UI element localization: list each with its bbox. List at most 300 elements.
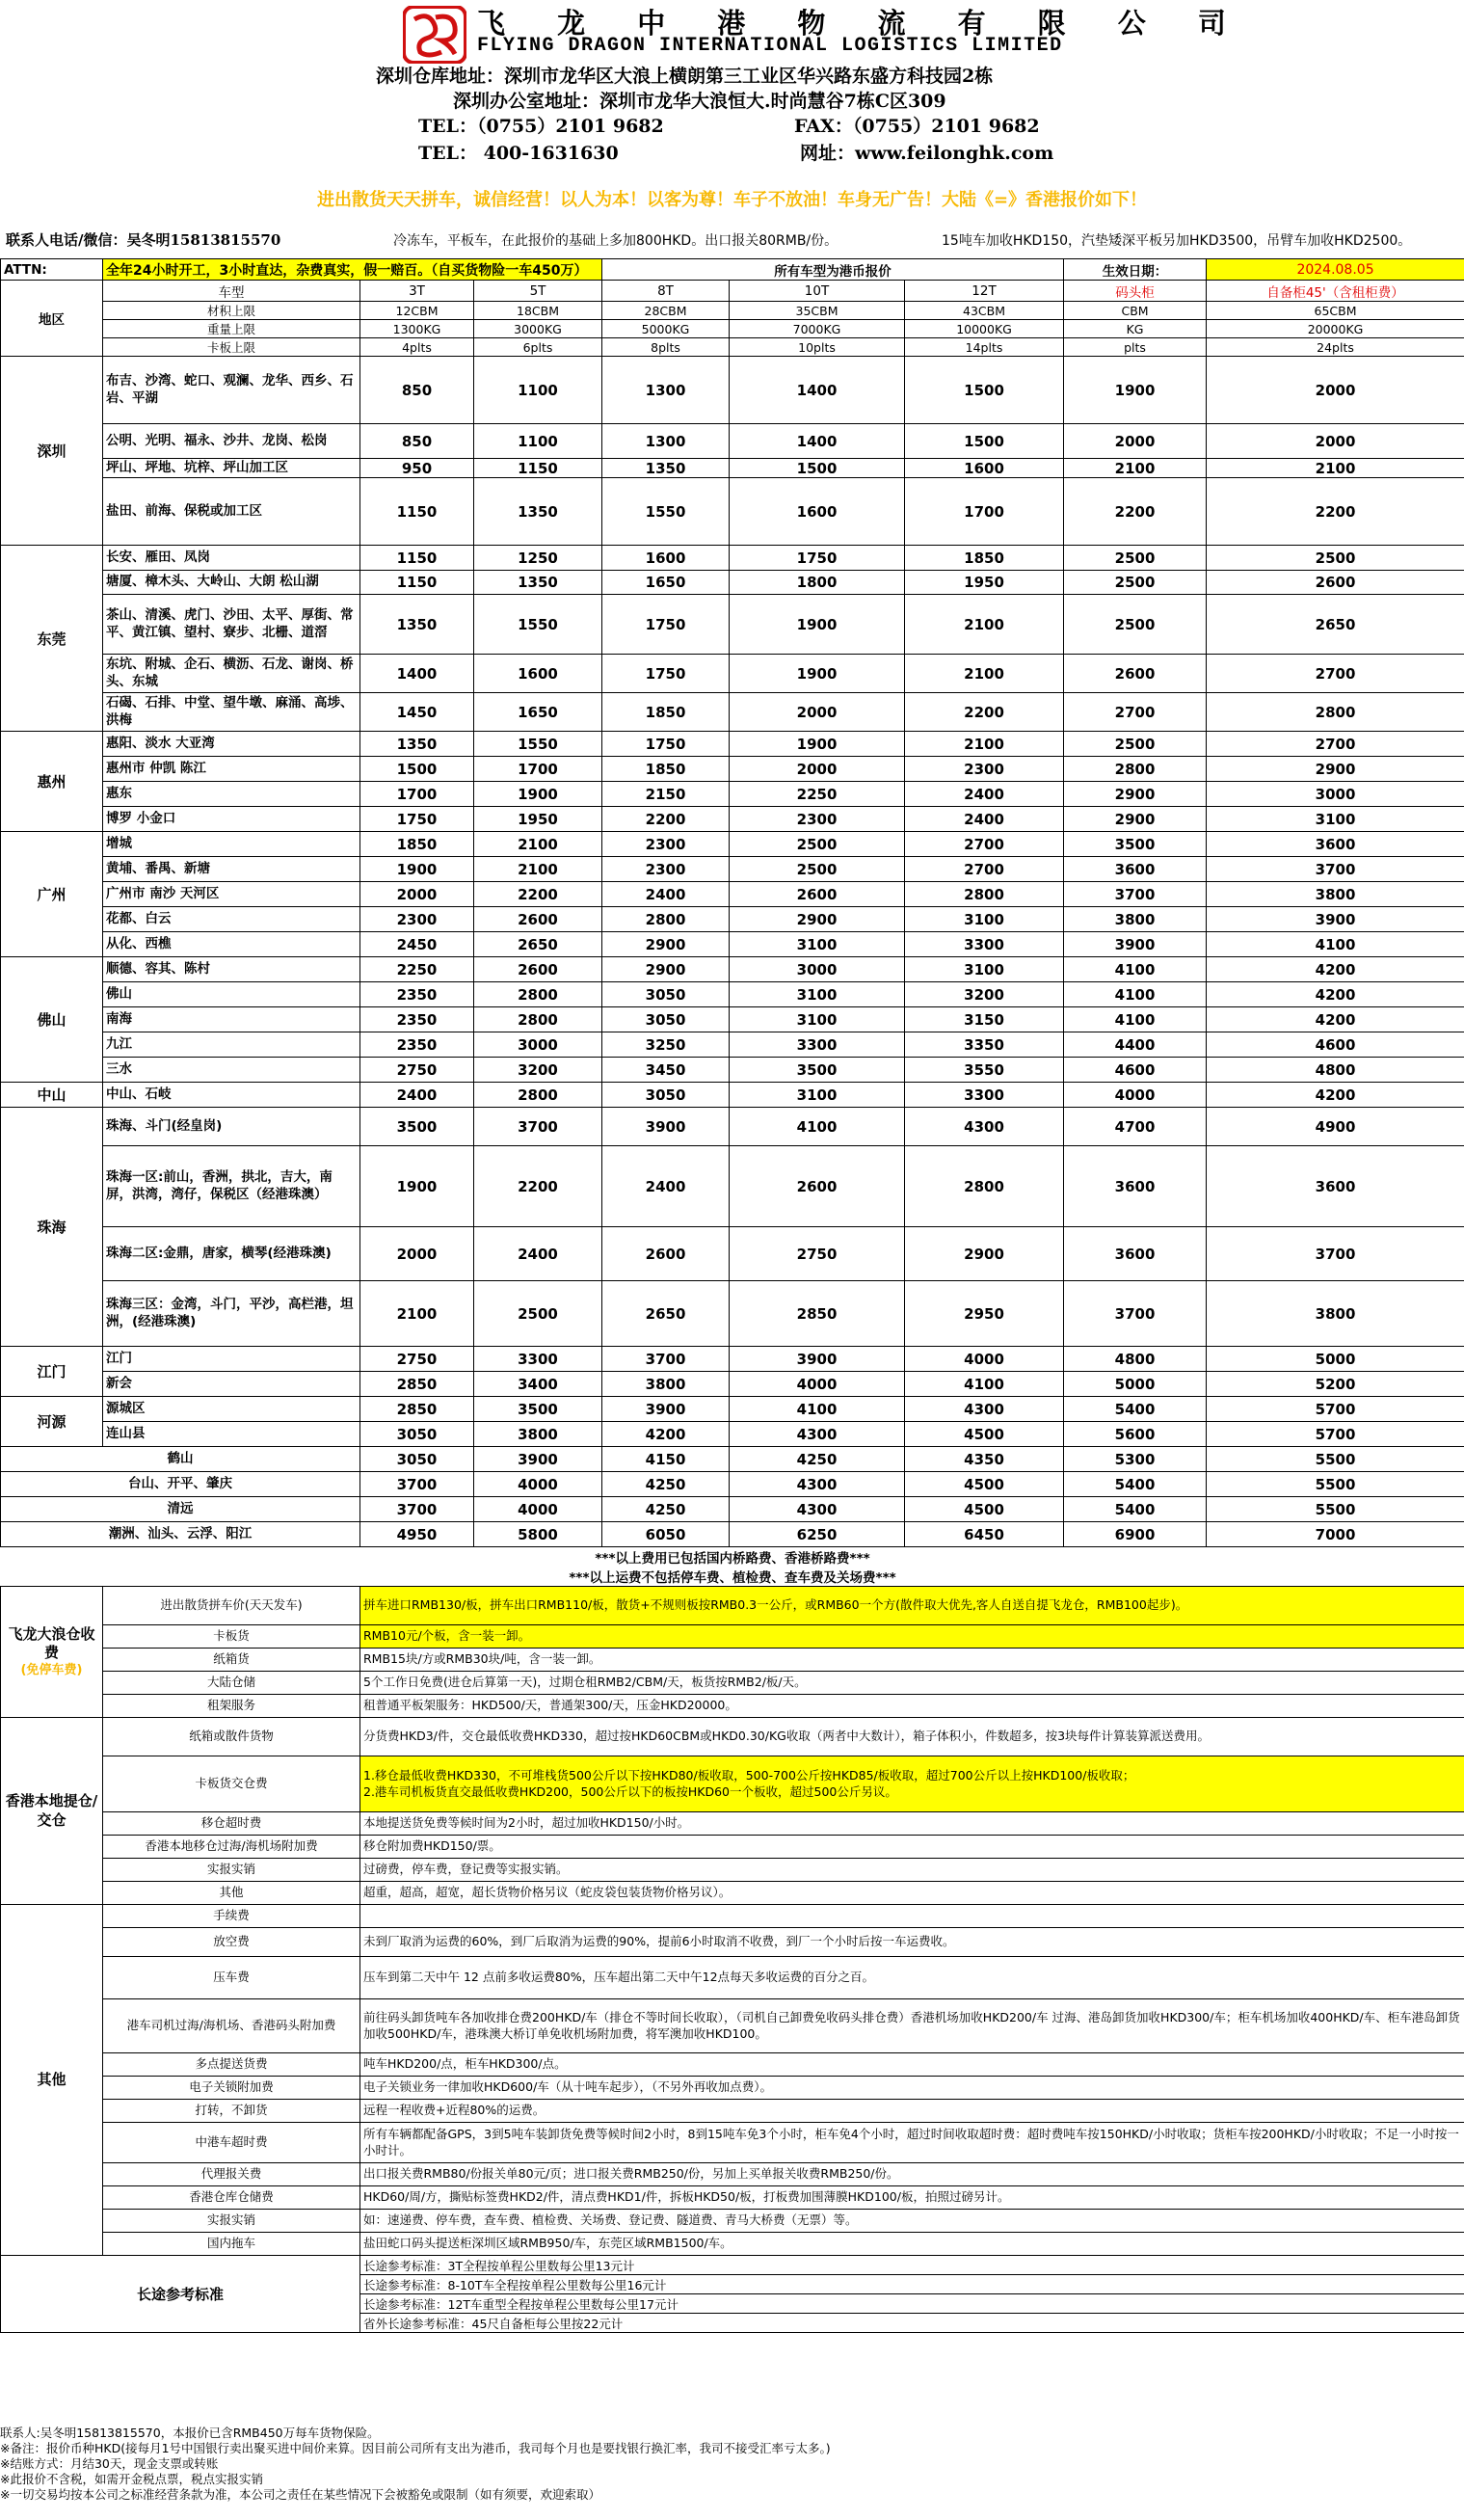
table-row (1, 1718, 1464, 1756)
rate-value: 1850 (360, 832, 474, 857)
vehicle-spec-cell: 28CBM (602, 302, 730, 320)
rate-value: 1750 (602, 655, 730, 693)
rate-value: 3600 (1064, 1146, 1207, 1227)
table-row (1, 882, 1464, 907)
fee-desc-line: 过磅费，停车费，登记费等实报实销。 (363, 1862, 569, 1877)
rate-value: 2600 (730, 882, 905, 907)
rate-value: 3800 (1207, 1281, 1464, 1347)
rate-value: 2200 (1064, 478, 1207, 546)
rate-value: 2950 (905, 1281, 1064, 1347)
route-name: 珠海一区:前山，香洲，拱北，吉大，南屏，洪湾，湾仔，保税区（经港珠澳） (103, 1146, 360, 1227)
rate-value: 5300 (1064, 1447, 1207, 1472)
rate-value: 4100 (1064, 1007, 1207, 1032)
route-name: 佛山 (103, 982, 360, 1007)
fee-desc-line: 拼车进口RMB130/板，拼车出口RMB110/板，散货+不规则板按RMB0.3一公斤，或RMB60一个方(散件取大优先,客人自送自提飞龙仓，RMB100起步)。 (363, 1597, 1188, 1613)
rate-value: 1700 (474, 757, 602, 782)
route-name: 源城区 (103, 1397, 360, 1422)
rate-value: 2800 (474, 1007, 602, 1032)
vehicle-spec-cell: 6plts (474, 338, 602, 357)
rate-value: 2300 (602, 832, 730, 857)
rate-value: 3700 (474, 1108, 602, 1146)
rate-value: 2700 (1207, 732, 1464, 757)
vehicle-header-cell: 3T (360, 281, 474, 302)
rate-value: 1850 (905, 546, 1064, 571)
fee-desc-line: 前往码头卸货吨车各加收排仓费200HKD/车（排仓不等时间长收取），（司机自己卸费免收码头排仓费）香港机场加收HKD200/车 过海、港岛卸货加收HKD300/车；柜车机场加收400HKD/车、柜车港岛卸货加收500HKD/车，港珠澳大桥订单免收机场附加费，将军澳加收HKD100。 (363, 2010, 1460, 2041)
table-row (1, 2053, 1464, 2077)
table-row (1, 1058, 1464, 1083)
table-row (1, 907, 1464, 932)
rate-value: 2800 (905, 882, 1064, 907)
route-name: 坪山、坪地、坑梓、坪山加工区 (103, 459, 360, 478)
fee-item: 实报实销 (103, 2210, 360, 2233)
website: 网址：www.feilonghk.com (800, 143, 1054, 164)
rate-value: 1500 (730, 459, 905, 478)
rate-value: 2100 (474, 857, 602, 882)
rate-sheet (0, 258, 1464, 2333)
rate-value: 2200 (1207, 478, 1464, 546)
vehicle-header-cell: 8T (602, 281, 730, 302)
rate-value: 4100 (730, 1397, 905, 1422)
rate-value: 5700 (1207, 1397, 1464, 1422)
rate-value: 4100 (1207, 932, 1464, 957)
rate-value: 2400 (905, 807, 1064, 832)
fee-desc-line: 远程一程收费+近程80%的运费。 (363, 2103, 546, 2118)
rate-value: 3100 (730, 1007, 905, 1032)
rate-value: 3800 (474, 1422, 602, 1447)
rate-value: 3150 (905, 1007, 1064, 1032)
fee-desc (360, 1905, 1464, 1928)
rate-value: 1500 (905, 424, 1064, 459)
rate-value: 4250 (602, 1497, 730, 1522)
fee-category (1, 1718, 103, 1905)
table-row (1, 595, 1464, 655)
rate-value: 3100 (730, 932, 905, 957)
fee-item: 实报实销 (103, 1859, 360, 1882)
vehicle-header-cell: 10T (730, 281, 905, 302)
vehicle-spec-cell: 10plts (730, 338, 905, 357)
vehicle-header-cell: 自备柜45'（含租柜费） (1207, 281, 1464, 302)
route-name: 连山县 (103, 1422, 360, 1447)
vehicle-header-cell: 车型 (103, 281, 360, 302)
table-row (1, 1472, 1464, 1497)
vehicle-header-cell: 5T (474, 281, 602, 302)
fee-desc-line: RMB15块/方或RMB30块/吨，含一装一卸。 (363, 1651, 601, 1667)
rate-value: 1900 (360, 857, 474, 882)
rate-value: 2900 (602, 932, 730, 957)
rate-value: 950 (360, 459, 474, 478)
rate-value: 3900 (602, 1397, 730, 1422)
rate-value: 4150 (602, 1447, 730, 1472)
rate-value: 3250 (602, 1032, 730, 1058)
table-row (1, 1928, 1464, 1957)
fee-category-sub: (免停车费) (20, 1662, 83, 1677)
route-name: 增城 (103, 832, 360, 857)
rate-value: 1500 (360, 757, 474, 782)
rate-value: 3050 (602, 1007, 730, 1032)
rate-value: 5600 (1064, 1422, 1207, 1447)
vehicle-spec-cell: 10000KG (905, 320, 1064, 338)
rate-value: 3100 (1207, 807, 1464, 832)
fax: FAX：（0755）2101 9682 (794, 116, 1040, 137)
contact-note-refrigerated: 冷冻车，平板车，在此报价的基础上多加800HKD。出口报关80RMB/份。 (393, 233, 838, 249)
fee-desc (360, 1672, 1464, 1695)
rate-value: 2700 (905, 832, 1064, 857)
route-name: 鹤山 (1, 1447, 360, 1472)
region-label: 河源 (1, 1397, 103, 1447)
rate-value: 2900 (730, 907, 905, 932)
table-row (1, 2077, 1464, 2100)
longhaul-item: 长途参考标准：12T车重型全程按单程公里数每公里17元计 (360, 2294, 1464, 2314)
rate-value: 2300 (730, 807, 905, 832)
rate-value: 850 (360, 357, 474, 424)
rate-value: 2600 (474, 907, 602, 932)
rate-value: 2500 (1064, 571, 1207, 595)
rate-value: 3100 (730, 1083, 905, 1108)
rate-table (0, 258, 1464, 2333)
fee-desc-line: 电子关锁业务一律加收HKD600/车（从十吨车起步），（不另外再收加点费）。 (363, 2079, 773, 2095)
fee-item: 手续费 (103, 1905, 360, 1928)
rate-value: 5500 (1207, 1447, 1464, 1472)
rate-value: 5000 (1064, 1372, 1207, 1397)
rate-value: 1550 (474, 732, 602, 757)
rate-value: 7000 (1207, 1522, 1464, 1547)
vehicle-spec-cell: 材积上限 (103, 302, 360, 320)
rate-value: 1300 (602, 424, 730, 459)
table-row (1, 459, 1464, 478)
rate-value: 3700 (602, 1347, 730, 1372)
rate-value: 4200 (602, 1422, 730, 1447)
route-name: 潮洲、汕头、云浮、阳江 (1, 1522, 360, 1547)
fee-desc (360, 1812, 1464, 1836)
rate-value: 1600 (602, 546, 730, 571)
rate-value: 2650 (602, 1281, 730, 1347)
rate-value: 3300 (905, 932, 1064, 957)
rate-value: 3050 (360, 1447, 474, 1472)
table-row (1, 2186, 1464, 2210)
rate-value: 1700 (360, 782, 474, 807)
route-name: 惠州市 仲凯 陈江 (103, 757, 360, 782)
rate-value: 2750 (360, 1347, 474, 1372)
table-row (1, 1032, 1464, 1058)
vehicle-spec-cell: CBM (1064, 302, 1207, 320)
rate-value: 1400 (730, 357, 905, 424)
rate-value: 2000 (730, 757, 905, 782)
vehicle-spec-cell: 35CBM (730, 302, 905, 320)
rate-value: 3900 (474, 1447, 602, 1472)
fee-item: 租架服务 (103, 1695, 360, 1718)
vehicle-spec-cell: 3000KG (474, 320, 602, 338)
route-name: 珠海二区:金鼎，唐家，横琴(经港珠澳) (103, 1227, 360, 1281)
rate-value: 2900 (602, 957, 730, 982)
rate-value: 2250 (360, 957, 474, 982)
flying-dragon-logo (403, 6, 466, 64)
fee-desc (360, 2123, 1464, 2163)
rate-value: 850 (360, 424, 474, 459)
rate-value: 2100 (905, 732, 1064, 757)
rate-value: 1350 (360, 595, 474, 655)
route-name: 长安、雁田、凤岗 (103, 546, 360, 571)
table-row (1, 1905, 1464, 1928)
table-row (1, 1227, 1464, 1281)
fee-desc (360, 2186, 1464, 2210)
table-row (1, 2210, 1464, 2233)
table-row (1, 1672, 1464, 1695)
rate-value: 4200 (1207, 982, 1464, 1007)
rate-value: 4300 (730, 1497, 905, 1522)
table-row (1, 1422, 1464, 1447)
contact-bar (0, 220, 1464, 258)
rate-value: 5000 (1207, 1347, 1464, 1372)
rate-value: 3700 (1064, 1281, 1207, 1347)
vehicle-spec-cell: 8plts (602, 338, 730, 357)
table-row (1, 1146, 1464, 1227)
rate-value: 4800 (1207, 1058, 1464, 1083)
rate-value: 3500 (474, 1397, 602, 1422)
table-row (1, 1567, 1464, 1587)
rate-value: 3900 (730, 1347, 905, 1372)
fee-desc-line: 超重，超高，超宽，超长货物价格另议（蛇皮袋包装货物价格另议）。 (363, 1885, 732, 1900)
fee-category (1, 1587, 103, 1718)
rate-value: 4000 (905, 1347, 1064, 1372)
rate-value: 4300 (730, 1472, 905, 1497)
fee-desc-line: 盐田蛇口码头提送柜深圳区域RMB950/车，东莞区域RMB1500/车。 (363, 2236, 732, 2251)
fee-item: 纸箱或散件货物 (103, 1718, 360, 1756)
rate-value: 4600 (1064, 1058, 1207, 1083)
table-row (1, 1882, 1464, 1905)
table-row (1, 2163, 1464, 2186)
fee-desc-line: 出口报关费RMB80/份报关单80元/页；进口报关费RMB250/份，另加上买单报关收费RMB250/份。 (363, 2166, 899, 2182)
rate-value: 6450 (905, 1522, 1064, 1547)
rate-value: 1350 (602, 459, 730, 478)
rate-value: 1650 (602, 571, 730, 595)
rate-value: 1900 (360, 1146, 474, 1227)
fee-desc-line: 未到厂取消为运费的60%，到厂后取消为运费的90%，提前6小时取消不收费，到厂一个小时后按一车运费收。 (363, 1934, 955, 1949)
rate-value: 1900 (730, 595, 905, 655)
rate-value: 4200 (1207, 957, 1464, 982)
footnote-line: 联系人:吴冬明15813815570，本报价已含RMB450万每车货物保险。 (0, 2426, 380, 2440)
rate-value: 2100 (360, 1281, 474, 1347)
rate-value: 3700 (360, 1497, 474, 1522)
rate-value: 1250 (474, 546, 602, 571)
route-name: 塘厦、樟木头、大岭山、大朗 松山湖 (103, 571, 360, 595)
rate-value: 3300 (730, 1032, 905, 1058)
rate-value: 2500 (730, 857, 905, 882)
rate-value: 4500 (905, 1497, 1064, 1522)
table-row (1, 1999, 1464, 2053)
rate-value: 3600 (1207, 1146, 1464, 1227)
footnote-line: ※此报价不含税，如需开金税点票，税点实报实销 (0, 2472, 263, 2486)
rate-value: 3050 (602, 982, 730, 1007)
rate-value: 4000 (474, 1497, 602, 1522)
table-row (1, 957, 1464, 982)
fee-desc (360, 2233, 1464, 2256)
rate-value: 2500 (474, 1281, 602, 1347)
rate-value: 2200 (905, 693, 1064, 732)
region-column-header: 地区 (1, 281, 103, 357)
vehicle-spec-cell: 24plts (1207, 338, 1464, 357)
rate-value: 4900 (1207, 1108, 1464, 1146)
longhaul-label: 长途参考标准 (1, 2256, 360, 2333)
table-row (1, 832, 1464, 857)
fee-item: 进出散货拼车价(天天发车) (103, 1587, 360, 1625)
fee-desc (360, 1882, 1464, 1905)
rate-value: 2350 (360, 982, 474, 1007)
rate-value: 2750 (360, 1058, 474, 1083)
rate-value: 5400 (1064, 1472, 1207, 1497)
table-row (1, 1587, 1464, 1625)
table-row (1, 1522, 1464, 1547)
rate-value: 1950 (905, 571, 1064, 595)
rate-value: 3400 (474, 1372, 602, 1397)
table-row (1, 2123, 1464, 2163)
rate-value: 1750 (602, 595, 730, 655)
rate-value: 2650 (1207, 595, 1464, 655)
table-row (1, 338, 1464, 357)
rate-value: 3100 (905, 957, 1064, 982)
rate-value: 3300 (474, 1347, 602, 1372)
rate-value: 1650 (474, 693, 602, 732)
rate-value: 5500 (1207, 1472, 1464, 1497)
rate-value: 2700 (905, 857, 1064, 882)
table-row (1, 807, 1464, 832)
rate-value: 1550 (474, 595, 602, 655)
table-row (1, 571, 1464, 595)
table-row (1, 982, 1464, 1007)
rate-value: 1350 (474, 571, 602, 595)
route-name: 惠阳、淡水 大亚湾 (103, 732, 360, 757)
rate-value: 4100 (1064, 982, 1207, 1007)
rate-value: 4800 (1064, 1347, 1207, 1372)
rate-value: 1900 (474, 782, 602, 807)
rate-value: 4200 (1207, 1083, 1464, 1108)
table-row (1, 1756, 1464, 1812)
longhaul-item: 长途参考标准：3T全程按单程公里数每公里13元计 (360, 2256, 1464, 2275)
fee-desc-line: 本地提送货免费等候时间为2小时，超过加收HKD150/小时。 (363, 1815, 690, 1831)
table-row (1, 1347, 1464, 1372)
fee-item: 国内拖车 (103, 2233, 360, 2256)
route-name: 东坑、附城、企石、横沥、石龙、谢岗、桥头、东城 (103, 655, 360, 693)
table-row (1, 357, 1464, 424)
rate-value: 3700 (1207, 857, 1464, 882)
rate-value: 4950 (360, 1522, 474, 1547)
fee-item: 放空费 (103, 1928, 360, 1957)
table-row (1, 1372, 1464, 1397)
rate-value: 2750 (730, 1227, 905, 1281)
rate-value: 4200 (1207, 1007, 1464, 1032)
rate-value: 2850 (360, 1397, 474, 1422)
vehicle-spec-cell: 5000KG (602, 320, 730, 338)
fee-desc (360, 2100, 1464, 2123)
rate-value: 3600 (1064, 857, 1207, 882)
table-row (1, 1397, 1464, 1422)
table-row (1, 732, 1464, 757)
rate-value: 4300 (905, 1108, 1064, 1146)
rate-value: 2100 (905, 595, 1064, 655)
fee-item: 中港车超时费 (103, 2123, 360, 2163)
rate-value: 5400 (1064, 1497, 1207, 1522)
telephone-2: TEL： 400-1631630 (418, 143, 619, 164)
fee-desc-line: 1.移仓最低收费HKD330，不可堆栈货500公斤以下按HKD80/板收取，500-700公斤按HKD85/板收取，超过700公斤以上按HKD100/板收取； (363, 1768, 1135, 1783)
table-row (1, 1497, 1464, 1522)
rate-value: 4400 (1064, 1032, 1207, 1058)
table-row (1, 857, 1464, 882)
rate-value: 3800 (1207, 882, 1464, 907)
rate-value: 1350 (474, 478, 602, 546)
rate-value: 2800 (905, 1146, 1064, 1227)
rate-value: 4000 (474, 1472, 602, 1497)
rate-value: 3900 (1064, 932, 1207, 957)
table-row (1, 281, 1464, 302)
route-name: 南海 (103, 1007, 360, 1032)
rate-value: 4500 (905, 1422, 1064, 1447)
route-name: 茶山、清溪、虎门、沙田、太平、厚街、常平、黄江镇、望村、寮步、北栅、道滘 (103, 595, 360, 655)
rate-value: 1550 (602, 478, 730, 546)
rate-value: 3500 (730, 1058, 905, 1083)
table-row (1, 2100, 1464, 2123)
rate-value: 1500 (905, 357, 1064, 424)
fee-desc (360, 1836, 1464, 1859)
rate-value: 3200 (474, 1058, 602, 1083)
slogan-banner: 进出散货天天拼车，诚信经营！以人为本！以客为尊！车子不放油！车身无广告！大陆《=》香港报价如下！ (316, 190, 1148, 210)
fee-desc (360, 2163, 1464, 2186)
rate-value: 3900 (1207, 907, 1464, 932)
rate-value: 1150 (474, 459, 602, 478)
table-row (1, 302, 1464, 320)
table-row (1, 1649, 1464, 1672)
rate-value: 3450 (602, 1058, 730, 1083)
rate-value: 2000 (360, 1227, 474, 1281)
rate-value: 2100 (1207, 459, 1464, 478)
notice-excluded: ***以上运费不包括停车费、植检费、查车费及关场费*** (569, 1570, 896, 1586)
rate-value: 2650 (474, 932, 602, 957)
rate-value: 1900 (1064, 357, 1207, 424)
fee-desc (360, 1649, 1464, 1672)
office-address: 深圳办公室地址：深圳市龙华大浪恒大.时尚慧谷7栋C区309 (453, 91, 946, 112)
rate-value: 1150 (360, 571, 474, 595)
route-name: 顺德、容其、陈村 (103, 957, 360, 982)
route-name: 黄埔、番禺、新塘 (103, 857, 360, 882)
rate-value: 3050 (602, 1083, 730, 1108)
fee-desc (360, 1999, 1464, 2053)
table-row (1, 424, 1464, 459)
table-row (1, 1083, 1464, 1108)
route-name: 布吉、沙湾、蛇口、观澜、龙华、西乡、石岩、平湖 (103, 357, 360, 424)
rate-value: 3700 (1207, 1227, 1464, 1281)
rate-value: 2300 (360, 907, 474, 932)
fee-category-label: 香港本地提仓/交仓 (5, 1792, 98, 1829)
fee-item: 卡板货 (103, 1625, 360, 1649)
table-row (1, 2256, 1464, 2275)
rate-value: 4300 (730, 1422, 905, 1447)
vehicle-spec-cell: 12CBM (360, 302, 474, 320)
rate-value: 2100 (1064, 459, 1207, 478)
fee-item: 香港本地移仓过海/海机场附加费 (103, 1836, 360, 1859)
rate-value: 1950 (474, 807, 602, 832)
rate-value: 3500 (1064, 832, 1207, 857)
vehicle-spec-cell: 20000KG (1207, 320, 1464, 338)
vehicle-spec-cell: 43CBM (905, 302, 1064, 320)
fee-item: 香港仓库仓储费 (103, 2186, 360, 2210)
fee-desc-line: RMB10元/个板，含一装一卸。 (363, 1628, 531, 1644)
vehicle-spec-cell: 7000KG (730, 320, 905, 338)
rate-value: 2900 (1207, 757, 1464, 782)
fee-desc-line: 2.港车司机板货直交最低收费HKD200，500公斤以下的板按HKD60一个板收，超过500公斤另议。 (363, 1783, 897, 1799)
rate-value: 1900 (730, 732, 905, 757)
table-row (1, 1007, 1464, 1032)
footnote-line: ※结账方式：月结30天，现金支票或转账 (0, 2456, 219, 2471)
rate-value: 2400 (602, 882, 730, 907)
rate-value: 3100 (905, 907, 1064, 932)
